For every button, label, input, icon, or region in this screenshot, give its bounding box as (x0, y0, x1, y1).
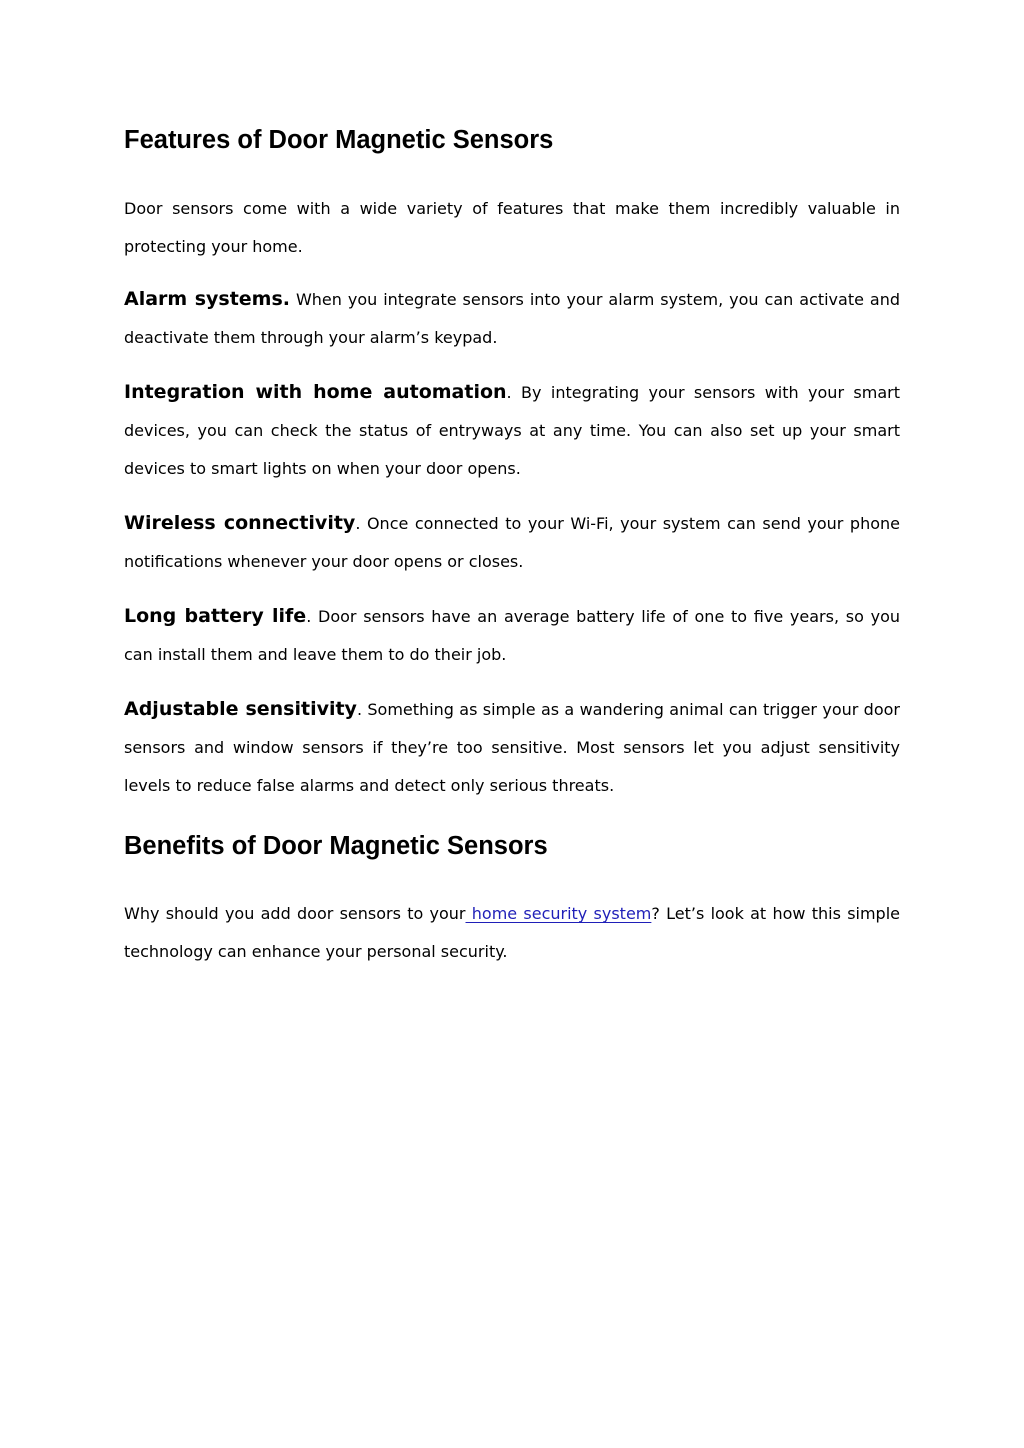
feature-title: Alarm systems. (124, 288, 290, 310)
benefits-intro-after: ? Let’s look at how this simple technology can enhance your personal security. (124, 904, 900, 961)
feature-title: Integration with home automation (124, 381, 507, 403)
feature-title-punct: . (306, 607, 312, 626)
feature-title: Wireless connectivity (124, 512, 356, 534)
feature-body: When you integrate sensors into your alarm system, you can activate and deactivate them through your alarm’s keypad. (124, 290, 900, 347)
feature-body: By integrating your sensors with your smart devices, you can check the status of entryways at any time. You can also set up your smart devices to smart lights on when your door opens. (124, 383, 901, 478)
feature-title-punct: . (506, 383, 512, 402)
features-intro-paragraph: Door sensors come with a wide variety of features that make them incredibly valuable in protecting your home. (124, 199, 900, 256)
feature-adjustable-sensitivity (124, 690, 900, 805)
feature-body: Something as simple as a wandering animal can trigger your door sensors and window sensors if they’re too sensitive. Most sensors let you adjust sensitivity levels to reduce false alarms and detect only serious threats. (124, 700, 900, 795)
feature-body: Once connected to your Wi-Fi, your system can send your phone notifications whenever your door opens or closes. (124, 514, 901, 571)
features-heading: Features of Door Magnetic Sensors (124, 126, 554, 154)
feature-home-automation (124, 373, 900, 488)
feature-title-punct: . (355, 514, 361, 533)
feature-title: Adjustable sensitivity (124, 698, 357, 720)
feature-long-battery-life (124, 597, 900, 674)
feature-alarm-systems (124, 280, 900, 357)
benefits-intro-paragraph (124, 895, 900, 971)
feature-title-punct: . (356, 700, 363, 719)
document-page (124, 0, 900, 971)
feature-body: Door sensors have an average battery life of one to five years, so you can install them and leave them to do their job. (124, 607, 900, 664)
feature-title: Long battery life (124, 605, 307, 627)
home-security-system-link[interactable]: home security system (465, 904, 652, 923)
benefits-heading: Benefits of Door Magnetic Sensors (124, 832, 548, 860)
feature-wireless-connectivity (124, 504, 900, 581)
benefits-intro-before: Why should you add door sensors to your (124, 904, 466, 923)
